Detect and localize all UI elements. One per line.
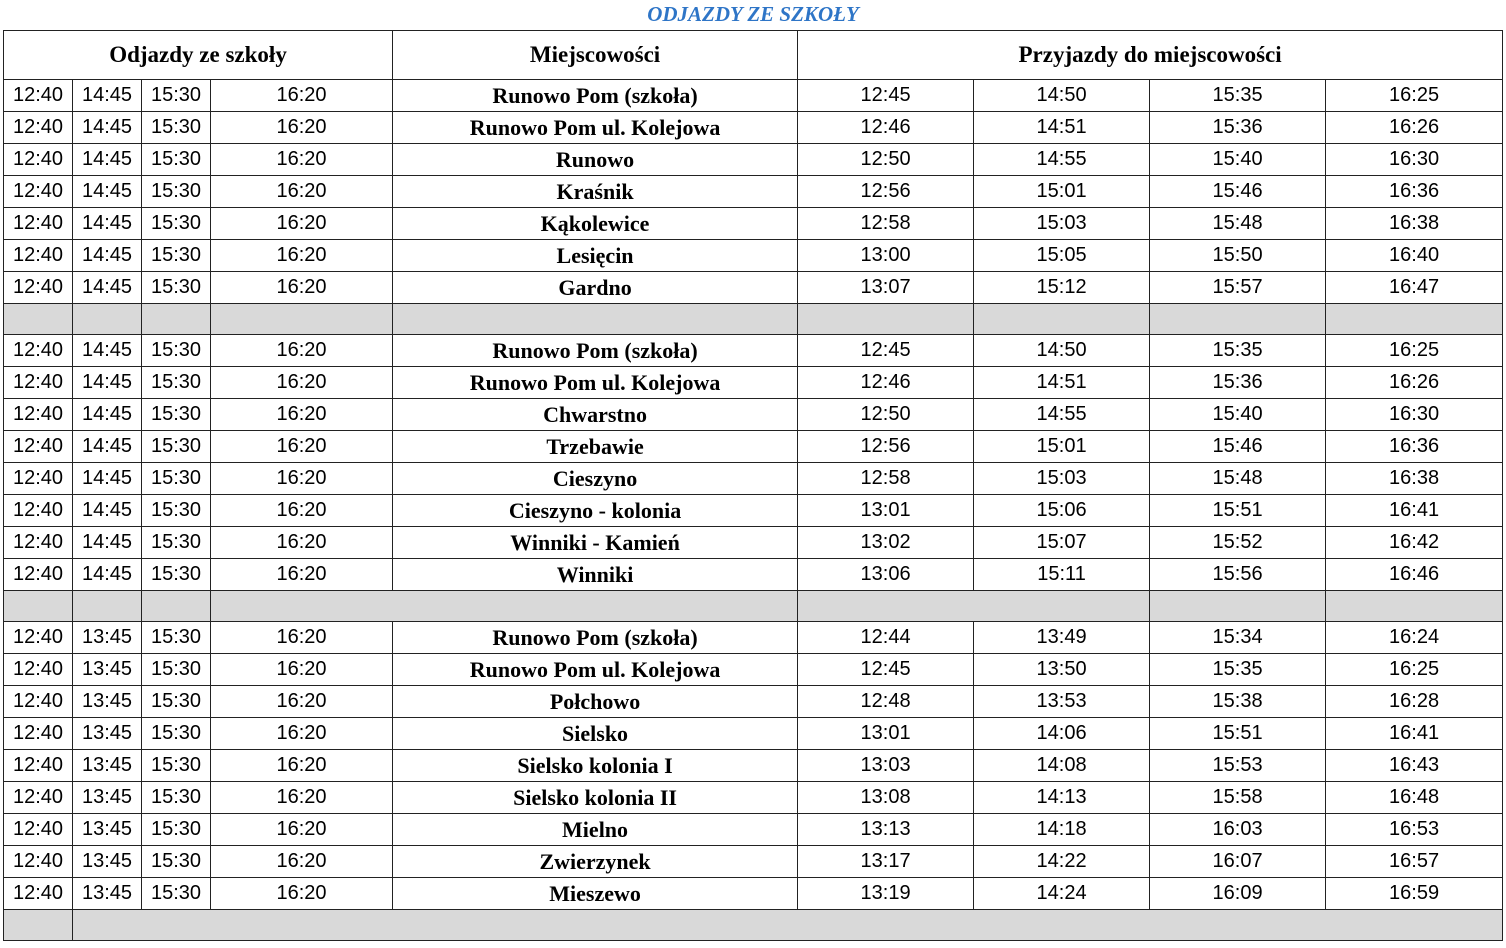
arrival-time-cell: 16:40 [1326, 240, 1503, 272]
arrival-time-cell: 15:40 [1150, 399, 1326, 431]
arrival-time-cell: 15:12 [974, 272, 1150, 304]
table-row [4, 495, 1503, 527]
header-row [4, 31, 1503, 80]
departure-time-cell: 15:30 [142, 495, 211, 527]
arrival-time-cell: 12:50 [798, 144, 974, 176]
departure-time-cell: 12:40 [4, 559, 73, 591]
departure-time-cell: 15:30 [142, 622, 211, 654]
departure-time-cell: 16:20 [211, 144, 393, 176]
arrival-time-cell: 15:46 [1150, 176, 1326, 208]
departure-time-cell: 16:20 [211, 399, 393, 431]
departure-time-cell: 16:20 [211, 622, 393, 654]
departure-time-cell: 16:20 [211, 272, 393, 304]
arrival-time-cell: 16:36 [1326, 431, 1503, 463]
arrival-time-cell: 14:22 [974, 846, 1150, 878]
arrival-time-cell: 16:25 [1326, 654, 1503, 686]
departure-time-cell: 12:40 [4, 495, 73, 527]
table-row [4, 335, 1503, 367]
arrival-time-cell: 16:38 [1326, 463, 1503, 495]
departure-time-cell: 14:45 [73, 463, 142, 495]
departure-time-cell: 15:30 [142, 846, 211, 878]
place-name-cell: Mielno [393, 814, 798, 846]
separator-cell [211, 304, 393, 335]
place-name-cell: Winniki [393, 559, 798, 591]
departure-time-cell: 12:40 [4, 144, 73, 176]
arrival-time-cell: 15:57 [1150, 272, 1326, 304]
departure-time-cell: 16:20 [211, 686, 393, 718]
departure-time-cell: 16:20 [211, 240, 393, 272]
place-name-cell: Trzebawie [393, 431, 798, 463]
departure-time-cell: 14:45 [73, 208, 142, 240]
arrival-time-cell: 16:24 [1326, 622, 1503, 654]
separator-row [4, 591, 1503, 622]
arrival-time-cell: 13:50 [974, 654, 1150, 686]
place-name-cell: Połchowo [393, 686, 798, 718]
arrival-time-cell: 13:02 [798, 527, 974, 559]
arrival-time-cell: 15:06 [974, 495, 1150, 527]
place-name-cell: Lesięcin [393, 240, 798, 272]
arrival-time-cell: 15:35 [1150, 335, 1326, 367]
place-name-cell: Kraśnik [393, 176, 798, 208]
arrival-time-cell: 12:45 [798, 654, 974, 686]
departure-time-cell: 12:40 [4, 686, 73, 718]
departure-time-cell: 16:20 [211, 431, 393, 463]
departure-time-cell: 16:20 [211, 463, 393, 495]
arrival-time-cell: 16:47 [1326, 272, 1503, 304]
arrival-time-cell: 15:38 [1150, 686, 1326, 718]
departure-time-cell: 14:45 [73, 335, 142, 367]
arrival-time-cell: 16:41 [1326, 718, 1503, 750]
arrival-time-cell: 16:09 [1150, 878, 1326, 910]
place-name-cell: Kąkolewice [393, 208, 798, 240]
arrival-time-cell: 14:08 [974, 750, 1150, 782]
arrival-time-cell: 12:45 [798, 80, 974, 112]
arrival-time-cell: 13:07 [798, 272, 974, 304]
departure-time-cell: 12:40 [4, 750, 73, 782]
arrival-time-cell: 16:26 [1326, 112, 1503, 144]
place-name-cell: Runowo Pom (szkoła) [393, 622, 798, 654]
departure-time-cell: 12:40 [4, 654, 73, 686]
table-row [4, 463, 1503, 495]
departure-time-cell: 16:20 [211, 80, 393, 112]
arrival-time-cell: 14:13 [974, 782, 1150, 814]
arrival-time-cell: 14:55 [974, 399, 1150, 431]
arrival-time-cell: 15:58 [1150, 782, 1326, 814]
arrival-time-cell: 15:03 [974, 463, 1150, 495]
departure-time-cell: 16:20 [211, 878, 393, 910]
departure-time-cell: 16:20 [211, 112, 393, 144]
arrival-time-cell: 12:58 [798, 208, 974, 240]
place-name-cell: Cieszyno - kolonia [393, 495, 798, 527]
departure-time-cell: 15:30 [142, 208, 211, 240]
departure-time-cell: 14:45 [73, 176, 142, 208]
departure-time-cell: 16:20 [211, 814, 393, 846]
arrival-time-cell: 16:43 [1326, 750, 1503, 782]
departure-time-cell: 14:45 [73, 527, 142, 559]
table-row [4, 367, 1503, 399]
arrival-time-cell: 15:48 [1150, 208, 1326, 240]
departure-time-cell: 15:30 [142, 272, 211, 304]
departure-time-cell: 14:45 [73, 272, 142, 304]
arrival-time-cell: 13:01 [798, 718, 974, 750]
separator-cell [142, 591, 211, 622]
arrival-time-cell: 16:25 [1326, 335, 1503, 367]
separator-cell [798, 304, 974, 335]
place-name-cell: Runowo [393, 144, 798, 176]
departure-time-cell: 12:40 [4, 112, 73, 144]
arrival-time-cell: 16:46 [1326, 559, 1503, 591]
table-row [4, 814, 1503, 846]
arrival-time-cell: 16:38 [1326, 208, 1503, 240]
departure-time-cell: 16:20 [211, 718, 393, 750]
arrival-time-cell: 12:46 [798, 367, 974, 399]
arrival-time-cell: 15:35 [1150, 80, 1326, 112]
table-row [4, 718, 1503, 750]
arrival-time-cell: 15:51 [1150, 718, 1326, 750]
departure-time-cell: 15:30 [142, 718, 211, 750]
arrival-time-cell: 16:30 [1326, 399, 1503, 431]
arrival-time-cell: 14:51 [974, 367, 1150, 399]
timetable-table [3, 30, 1503, 941]
departure-time-cell: 12:40 [4, 80, 73, 112]
arrival-time-cell: 15:01 [974, 176, 1150, 208]
table-row [4, 622, 1503, 654]
departure-time-cell: 15:30 [142, 240, 211, 272]
departure-time-cell: 13:45 [73, 782, 142, 814]
table-row [4, 782, 1503, 814]
departure-time-cell: 12:40 [4, 208, 73, 240]
arrival-time-cell: 15:51 [1150, 495, 1326, 527]
arrival-time-cell: 16:48 [1326, 782, 1503, 814]
arrival-time-cell: 13:08 [798, 782, 974, 814]
departure-time-cell: 14:45 [73, 399, 142, 431]
arrival-time-cell: 12:45 [798, 335, 974, 367]
separator-cell [73, 591, 142, 622]
place-name-cell: Cieszyno [393, 463, 798, 495]
arrival-time-cell: 15:52 [1150, 527, 1326, 559]
separator-cell [211, 591, 798, 622]
arrival-time-cell: 16:25 [1326, 80, 1503, 112]
arrival-time-cell: 15:35 [1150, 654, 1326, 686]
arrival-time-cell: 13:17 [798, 846, 974, 878]
departure-time-cell: 12:40 [4, 335, 73, 367]
departure-time-cell: 14:45 [73, 144, 142, 176]
separator-row [4, 910, 1503, 941]
table-row [4, 846, 1503, 878]
arrival-time-cell: 15:40 [1150, 144, 1326, 176]
arrival-time-cell: 14:06 [974, 718, 1150, 750]
separator-cell [393, 304, 798, 335]
place-name-cell: Zwierzynek [393, 846, 798, 878]
arrival-time-cell: 12:56 [798, 176, 974, 208]
departure-time-cell: 16:20 [211, 846, 393, 878]
table-row [4, 112, 1503, 144]
place-name-cell: Runowo Pom ul. Kolejowa [393, 367, 798, 399]
arrival-time-cell: 12:46 [798, 112, 974, 144]
departure-time-cell: 12:40 [4, 463, 73, 495]
departure-time-cell: 12:40 [4, 176, 73, 208]
departure-time-cell: 15:30 [142, 176, 211, 208]
arrival-time-cell: 13:19 [798, 878, 974, 910]
departure-time-cell: 12:40 [4, 782, 73, 814]
departure-time-cell: 12:40 [4, 878, 73, 910]
arrival-time-cell: 16:30 [1326, 144, 1503, 176]
arrival-time-cell: 13:13 [798, 814, 974, 846]
departure-time-cell: 13:45 [73, 654, 142, 686]
arrival-time-cell: 13:49 [974, 622, 1150, 654]
departure-time-cell: 13:45 [73, 718, 142, 750]
departure-time-cell: 15:30 [142, 367, 211, 399]
departure-time-cell: 12:40 [4, 622, 73, 654]
arrival-time-cell: 13:06 [798, 559, 974, 591]
departure-time-cell: 16:20 [211, 208, 393, 240]
departure-time-cell: 13:45 [73, 814, 142, 846]
arrival-time-cell: 14:51 [974, 112, 1150, 144]
departure-time-cell: 14:45 [73, 367, 142, 399]
separator-row [4, 304, 1503, 335]
departure-time-cell: 16:20 [211, 750, 393, 782]
departure-time-cell: 15:30 [142, 750, 211, 782]
departure-time-cell: 16:20 [211, 782, 393, 814]
arrival-time-cell: 14:24 [974, 878, 1150, 910]
arrival-time-cell: 13:03 [798, 750, 974, 782]
departure-time-cell: 15:30 [142, 559, 211, 591]
departure-time-cell: 15:30 [142, 144, 211, 176]
arrival-time-cell: 14:55 [974, 144, 1150, 176]
departure-time-cell: 16:20 [211, 654, 393, 686]
departure-time-cell: 12:40 [4, 527, 73, 559]
arrival-time-cell: 12:48 [798, 686, 974, 718]
separator-cell [798, 591, 1150, 622]
departure-time-cell: 16:20 [211, 495, 393, 527]
departure-time-cell: 15:30 [142, 463, 211, 495]
arrival-time-cell: 15:36 [1150, 367, 1326, 399]
departure-time-cell: 15:30 [142, 335, 211, 367]
place-name-cell: Winniki - Kamień [393, 527, 798, 559]
departure-time-cell: 16:20 [211, 367, 393, 399]
table-row [4, 750, 1503, 782]
separator-cell [4, 591, 73, 622]
arrival-time-cell: 14:50 [974, 335, 1150, 367]
place-name-cell: Mieszewo [393, 878, 798, 910]
arrival-time-cell: 15:46 [1150, 431, 1326, 463]
departure-time-cell: 15:30 [142, 80, 211, 112]
separator-cell [4, 910, 73, 941]
departure-time-cell: 13:45 [73, 846, 142, 878]
separator-cell [1326, 591, 1503, 622]
separator-cell [73, 910, 1503, 941]
place-name-cell: Runowo Pom (szkoła) [393, 335, 798, 367]
arrival-time-cell: 16:26 [1326, 367, 1503, 399]
page-title: ODJAZDY ZE SZKOŁY [647, 2, 859, 26]
table-row [4, 144, 1503, 176]
separator-cell [1150, 304, 1326, 335]
departure-time-cell: 14:45 [73, 80, 142, 112]
separator-cell [142, 304, 211, 335]
arrival-time-cell: 16:28 [1326, 686, 1503, 718]
departure-time-cell: 12:40 [4, 846, 73, 878]
place-name-cell: Runowo Pom ul. Kolejowa [393, 112, 798, 144]
arrival-time-cell: 15:34 [1150, 622, 1326, 654]
departure-time-cell: 14:45 [73, 559, 142, 591]
separator-cell [974, 304, 1150, 335]
arrival-time-cell: 16:36 [1326, 176, 1503, 208]
arrival-time-cell: 15:05 [974, 240, 1150, 272]
separator-cell [1326, 304, 1503, 335]
table-row [4, 80, 1503, 112]
table-row [4, 559, 1503, 591]
departure-time-cell: 15:30 [142, 814, 211, 846]
table-row [4, 527, 1503, 559]
departure-time-cell: 14:45 [73, 112, 142, 144]
arrival-time-cell: 13:53 [974, 686, 1150, 718]
arrival-time-cell: 15:56 [1150, 559, 1326, 591]
table-row [4, 654, 1503, 686]
place-name-cell: Sielsko kolonia II [393, 782, 798, 814]
table-row [4, 878, 1503, 910]
separator-cell [1150, 591, 1326, 622]
departure-time-cell: 16:20 [211, 176, 393, 208]
departure-time-cell: 13:45 [73, 622, 142, 654]
departure-time-cell: 12:40 [4, 431, 73, 463]
place-name-cell: Runowo Pom (szkoła) [393, 80, 798, 112]
arrival-time-cell: 14:18 [974, 814, 1150, 846]
departure-time-cell: 13:45 [73, 686, 142, 718]
arrival-time-cell: 15:07 [974, 527, 1150, 559]
arrival-time-cell: 12:50 [798, 399, 974, 431]
table-row [4, 431, 1503, 463]
departure-time-cell: 15:30 [142, 782, 211, 814]
departure-time-cell: 15:30 [142, 686, 211, 718]
arrival-time-cell: 13:01 [798, 495, 974, 527]
header-places: Miejscowości [393, 31, 798, 80]
header-departures: Odjazdy ze szkoły [4, 31, 393, 80]
departure-time-cell: 12:40 [4, 240, 73, 272]
table-row [4, 686, 1503, 718]
arrival-time-cell: 16:03 [1150, 814, 1326, 846]
place-name-cell: Sielsko [393, 718, 798, 750]
departure-time-cell: 14:45 [73, 495, 142, 527]
arrival-time-cell: 16:41 [1326, 495, 1503, 527]
place-name-cell: Runowo Pom ul. Kolejowa [393, 654, 798, 686]
departure-time-cell: 16:20 [211, 559, 393, 591]
departure-time-cell: 14:45 [73, 240, 142, 272]
arrival-time-cell: 16:57 [1326, 846, 1503, 878]
departure-time-cell: 16:20 [211, 335, 393, 367]
arrival-time-cell: 14:50 [974, 80, 1150, 112]
departure-time-cell: 12:40 [4, 367, 73, 399]
arrival-time-cell: 16:59 [1326, 878, 1503, 910]
departure-time-cell: 12:40 [4, 272, 73, 304]
departure-time-cell: 13:45 [73, 878, 142, 910]
arrival-time-cell: 12:44 [798, 622, 974, 654]
place-name-cell: Gardno [393, 272, 798, 304]
departure-time-cell: 12:40 [4, 814, 73, 846]
departure-time-cell: 14:45 [73, 431, 142, 463]
timetable-body [4, 31, 1503, 941]
arrival-time-cell: 16:07 [1150, 846, 1326, 878]
arrival-time-cell: 15:36 [1150, 112, 1326, 144]
arrival-time-cell: 15:53 [1150, 750, 1326, 782]
departure-time-cell: 12:40 [4, 718, 73, 750]
arrival-time-cell: 15:48 [1150, 463, 1326, 495]
departure-time-cell: 12:40 [4, 399, 73, 431]
arrival-time-cell: 16:42 [1326, 527, 1503, 559]
table-row [4, 240, 1503, 272]
header-arrivals: Przyjazdy do miejscowości [798, 31, 1503, 80]
departure-time-cell: 15:30 [142, 654, 211, 686]
departure-time-cell: 15:30 [142, 878, 211, 910]
table-row [4, 176, 1503, 208]
table-row [4, 208, 1503, 240]
separator-cell [4, 304, 73, 335]
departure-time-cell: 13:45 [73, 750, 142, 782]
departure-time-cell: 15:30 [142, 112, 211, 144]
arrival-time-cell: 12:56 [798, 431, 974, 463]
arrival-time-cell: 15:03 [974, 208, 1150, 240]
arrival-time-cell: 15:11 [974, 559, 1150, 591]
departure-time-cell: 16:20 [211, 527, 393, 559]
table-row [4, 399, 1503, 431]
table-row [4, 272, 1503, 304]
departure-time-cell: 15:30 [142, 399, 211, 431]
separator-cell [73, 304, 142, 335]
arrival-time-cell: 13:00 [798, 240, 974, 272]
arrival-time-cell: 15:50 [1150, 240, 1326, 272]
place-name-cell: Sielsko kolonia I [393, 750, 798, 782]
arrival-time-cell: 12:58 [798, 463, 974, 495]
arrival-time-cell: 16:53 [1326, 814, 1503, 846]
place-name-cell: Chwarstno [393, 399, 798, 431]
arrival-time-cell: 15:01 [974, 431, 1150, 463]
departure-time-cell: 15:30 [142, 431, 211, 463]
departure-time-cell: 15:30 [142, 527, 211, 559]
